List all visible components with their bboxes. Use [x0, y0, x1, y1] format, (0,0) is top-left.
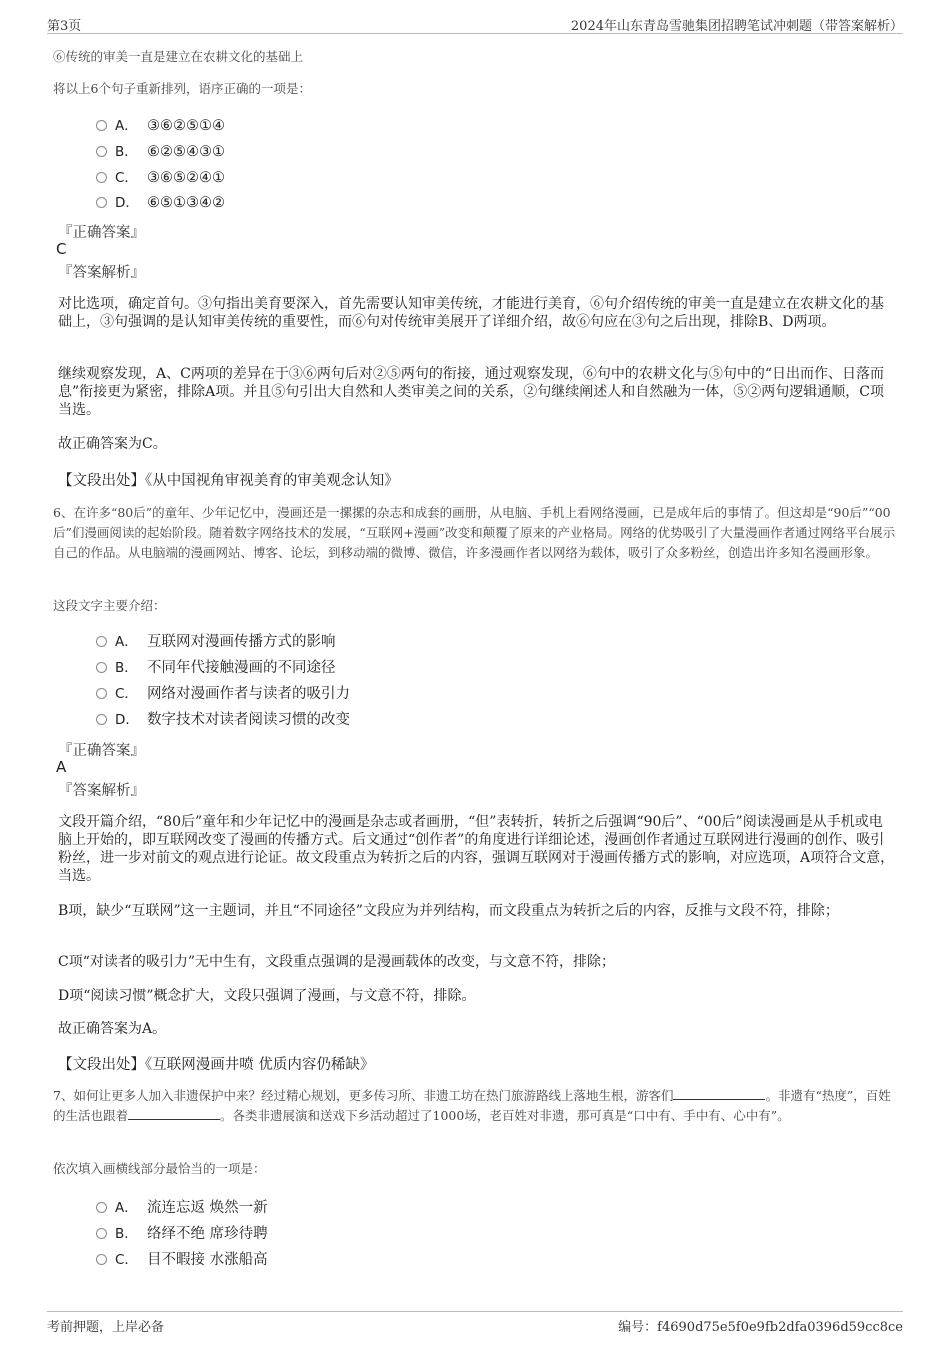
q7-option-a[interactable]: A． 流连忘返 焕然一新	[96, 1198, 268, 1218]
q6-analysis-5: 故正确答案为A。	[58, 1021, 167, 1037]
q6-answer: A	[56, 758, 67, 776]
radio-icon[interactable]	[96, 1254, 107, 1265]
q5-sentence-6: ⑥传统的审美一直是建立在农耕文化的基础上	[53, 49, 304, 64]
page-header	[47, 13, 903, 34]
q6-analysis-4: D项“阅读习惯”概念扩大，文段只强调了漫画，与文意不符，排除。	[58, 988, 476, 1004]
q5-answer: C	[56, 240, 67, 258]
page-footer	[47, 1311, 903, 1336]
q6-analysis-2: B项，缺少“互联网”这一主题词，并且“不同途径”文段应为并列结构，而文段重点为转折之后的内容，反推与文段不符，排除；	[58, 903, 839, 919]
radio-icon[interactable]	[96, 662, 107, 673]
q5-option-b[interactable]: B． ⑥②⑤④③①	[96, 142, 225, 162]
radio-icon[interactable]	[96, 146, 107, 157]
q6-analysis-1: 文段开篇介绍，“80后”童年和少年记忆中的漫画是杂志或者画册，“但”表转折，转折之后强调“90后”、“00后”阅读漫画是从手机或电脑上开始的，即互联网改变了漫画的传播方式。后文通过“创作者”的角度进行详细论述，漫画创作者通过互联网进行漫画的创作、吸引粉丝，进一步对前文的观点进行论证。故文段重点为转折之后的内容，强调互联网对于漫画传播方式的影响，对应选项，A项符合文意，当选。	[58, 814, 895, 884]
q6-analysis-label: 『答案解析』	[58, 783, 145, 799]
q7-prompt: 依次填入画横线部分最恰当的一项是：	[53, 1161, 266, 1176]
fill-blank-1	[673, 1087, 765, 1100]
radio-icon[interactable]	[96, 714, 107, 725]
q6-option-c[interactable]: C． 网络对漫画作者与读者的吸引力	[96, 684, 350, 704]
radio-icon[interactable]	[96, 636, 107, 647]
q7-stem: 7、如何让更多人加入非遗保护中来？经过精心规划，更多传习所、非遗工坊在热门旅游路线上落地生根，游客们 。非遗有“热度”，百姓的生活也跟着 。各类非遗展演和送戏下乡活动超过了1000场，老百姓对非遗，那可真是“口中有、手中有、心中有”。	[53, 1088, 891, 1123]
radio-icon[interactable]	[96, 120, 107, 131]
q6-option-d[interactable]: D． 数字技术对读者阅读习惯的改变	[96, 710, 350, 730]
q5-answer-label: 『正确答案』	[58, 225, 145, 241]
q6-option-b[interactable]: B． 不同年代接触漫画的不同途径	[96, 658, 336, 678]
q6-answer-label: 『正确答案』	[58, 743, 145, 759]
q7-option-c[interactable]: C． 目不暇接 水涨船高	[96, 1250, 268, 1270]
radio-icon[interactable]	[96, 172, 107, 183]
footer-slogan: 考前押题，上岸必备	[47, 1320, 165, 1335]
q6-source: 【文段出处】《互联网漫画井喷 优质内容仍稀缺》	[58, 1057, 375, 1073]
document-id: 编号：f4690d75e5f0e9fb2dfa0396d59cc8ce	[618, 1320, 903, 1335]
q5-prompt: 将以上6个句子重新排列，语序正确的一项是：	[53, 81, 311, 96]
q6-option-a[interactable]: A． 互联网对漫画传播方式的影响	[96, 632, 336, 652]
q7-option-b[interactable]: B． 络绎不绝 席珍待聘	[96, 1224, 268, 1244]
q6-prompt: 这段文字主要介绍：	[53, 598, 166, 613]
q5-source: 【文段出处】《从中国视角审视美育的审美观念认知》	[58, 473, 399, 489]
radio-icon[interactable]	[96, 688, 107, 699]
q5-analysis-1: 对比选项，确定首句。③句指出美育要深入，首先需要认知审美传统，才能进行美育，⑥句介绍传统的审美一直是建立在农耕文化的基础上，③句强调的是认知审美传统的重要性，而⑥句对传统审美展开了详细介绍，故⑥句应在③句之后出现，排除B、D两项。	[58, 296, 884, 330]
radio-icon[interactable]	[96, 1202, 107, 1213]
q5-option-c[interactable]: C． ③⑥⑤②④①	[96, 168, 225, 188]
q6-analysis-3: C项“对读者的吸引力”无中生有，文段重点强调的是漫画载体的改变，与文意不符，排除；	[58, 954, 616, 970]
radio-icon[interactable]	[96, 197, 107, 208]
q6-stem: 6、在许多“80后”的童年、少年记忆中，漫画还是一摞摞的杂志和成套的画册，从电脑、手机上看网络漫画，已是成年后的事情了。但这却是“90后”“00后”们漫画阅读的起始阶段。随着数字网络技术的发展，“互联网+漫画”改变和颠覆了原来的产业格局。网络的优势吸引了大量漫画作者通过网络平台展示自己的作品。从电脑端的漫画网站、博客、论坛，到移动端的微博、微信，许多漫画作者以网络为载体，吸引了众多粉丝，创造出许多知名漫画形象。	[53, 505, 896, 560]
q5-option-d[interactable]: D． ⑥⑤①③④②	[96, 193, 225, 213]
page-number: 第3页	[47, 19, 82, 34]
q5-analysis-label: 『答案解析』	[58, 265, 145, 281]
q5-option-a[interactable]: A． ③⑥②⑤①④	[96, 116, 225, 136]
q5-analysis-2: 继续观察发现，A、C两项的差异在于③⑥两句后对②⑤两句的衔接，通过观察发现，⑥句中的农耕文化与⑤句中的“日出而作、日落而息”衔接更为紧密，排除A项。并且⑤句引出大自然和人类审美之间的关系，②句继续阐述人和自然融为一体，⑤②两句逻辑通顺，C项当选。	[58, 366, 884, 418]
radio-icon[interactable]	[96, 1228, 107, 1239]
fill-blank-2	[128, 1107, 220, 1120]
q5-analysis-3: 故正确答案为C。	[58, 436, 167, 452]
document-title: 2024年山东青岛雪驰集团招聘笔试冲刺题（带答案解析）	[570, 19, 903, 34]
